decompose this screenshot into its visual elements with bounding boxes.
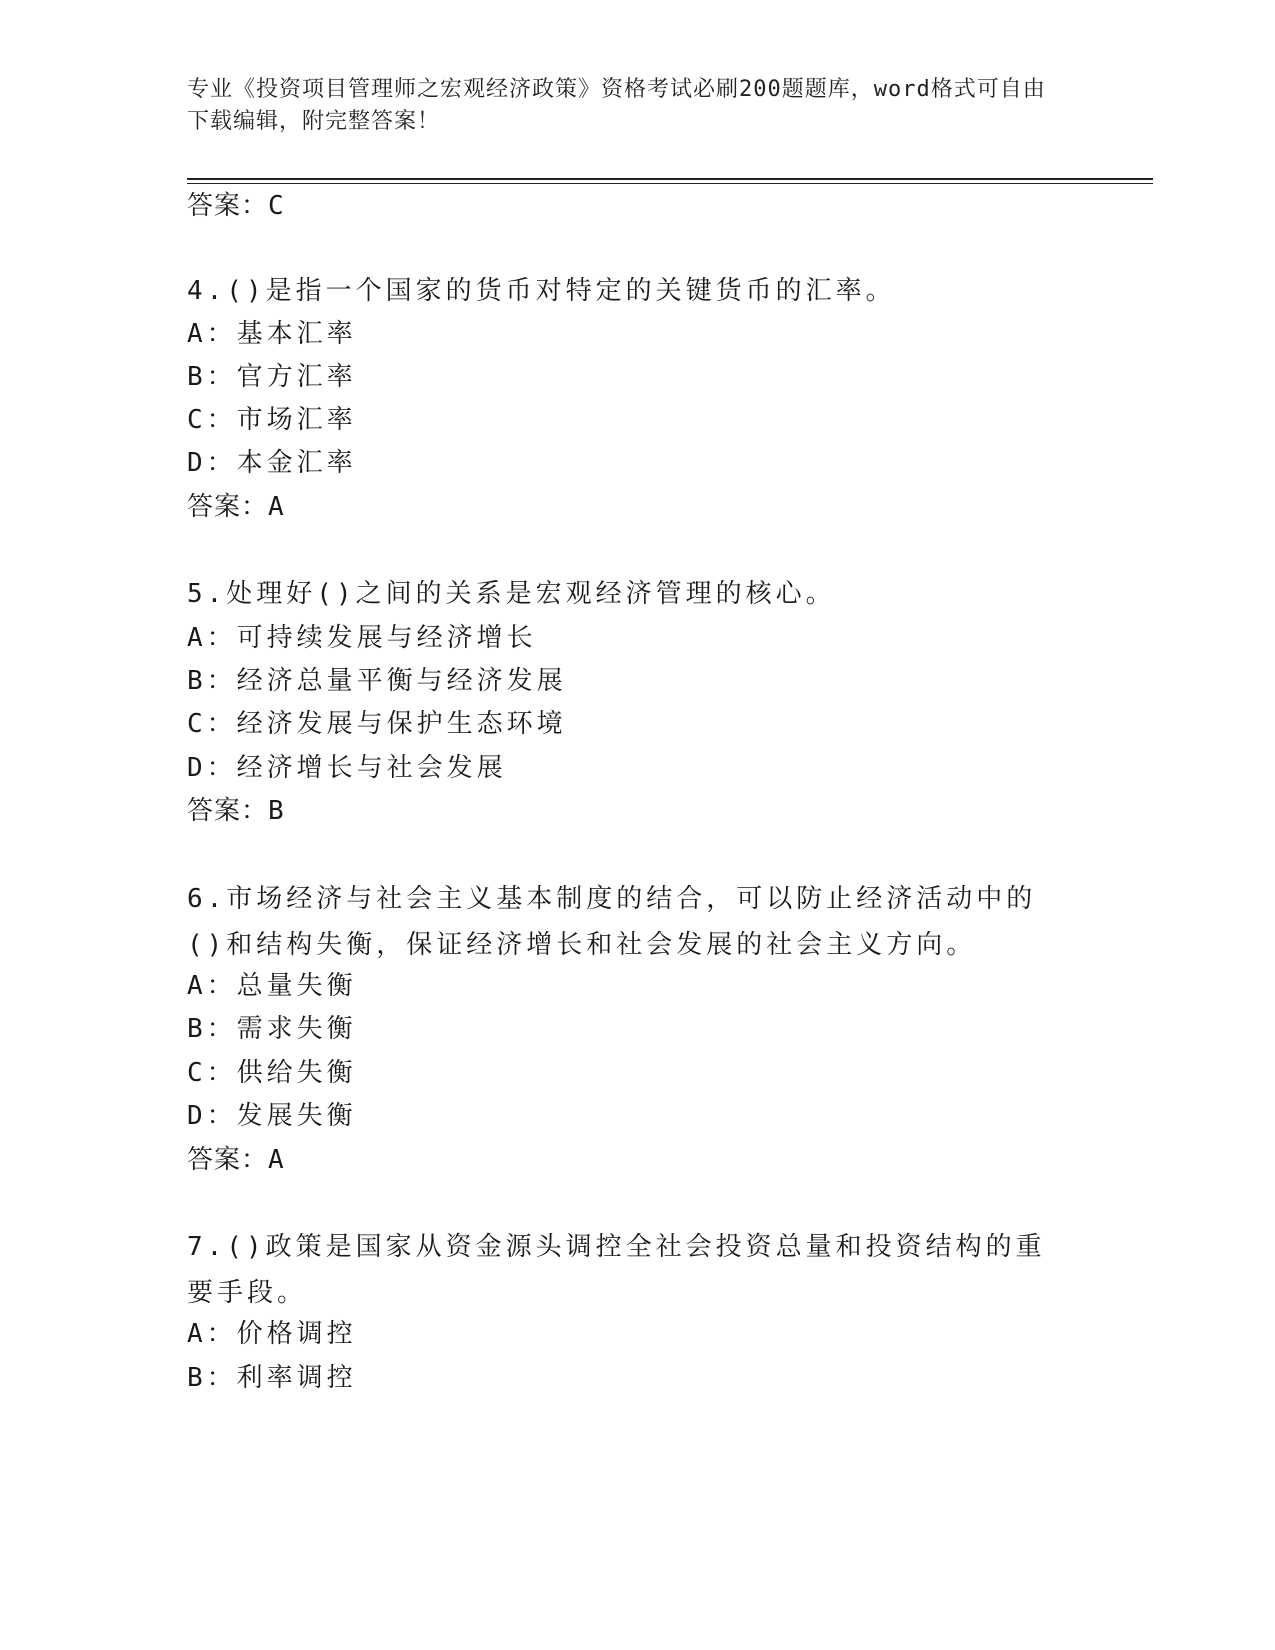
option-a: A：可持续发展与经济增长 — [187, 623, 537, 653]
option-b: B：官方汇率 — [187, 362, 357, 392]
header-rule — [187, 178, 1153, 180]
question-stem: 4.()是指一个国家的货币对特定的关键货币的汇率。 — [187, 276, 896, 306]
option-c: C：市场汇率 — [187, 405, 357, 435]
question-stem: 5.处理好()之间的关系是宏观经济管理的核心。 — [187, 579, 836, 609]
option-c: C：供给失衡 — [187, 1058, 357, 1088]
option-d: D：经济增长与社会发展 — [187, 753, 507, 783]
option-a: A：价格调控 — [187, 1319, 357, 1349]
option-a: A：总量失衡 — [187, 971, 357, 1001]
answer-line: 答案：C — [187, 191, 285, 221]
option-c: C：经济发展与保护生态环境 — [187, 709, 567, 739]
answer-line: 答案：A — [187, 1145, 285, 1175]
option-b: B：经济总量平衡与经济发展 — [187, 666, 567, 696]
answer-line: 答案：B — [187, 796, 285, 826]
option-d: D：本金汇率 — [187, 448, 357, 478]
question-stem: 7.()政策是国家从资金源头调控全社会投资总量和投资结构的重要手段。 — [187, 1232, 1046, 1308]
option-b: B：需求失衡 — [187, 1014, 357, 1044]
answer-line: 答案：A — [187, 492, 285, 522]
question-stem: 6.市场经济与社会主义基本制度的结合，可以防止经济活动中的()和结构失衡，保证经济增长和社会发展的社会主义方向。 — [187, 884, 1037, 960]
option-b: B：利率调控 — [187, 1363, 357, 1393]
option-a: A：基本汇率 — [187, 319, 357, 349]
option-d: D：发展失衡 — [187, 1101, 357, 1131]
document-header: 专业《投资项目管理师之宏观经济政策》资格考试必刷200题题库，word格式可自由下载编辑，附完整答案！ — [187, 77, 1046, 134]
